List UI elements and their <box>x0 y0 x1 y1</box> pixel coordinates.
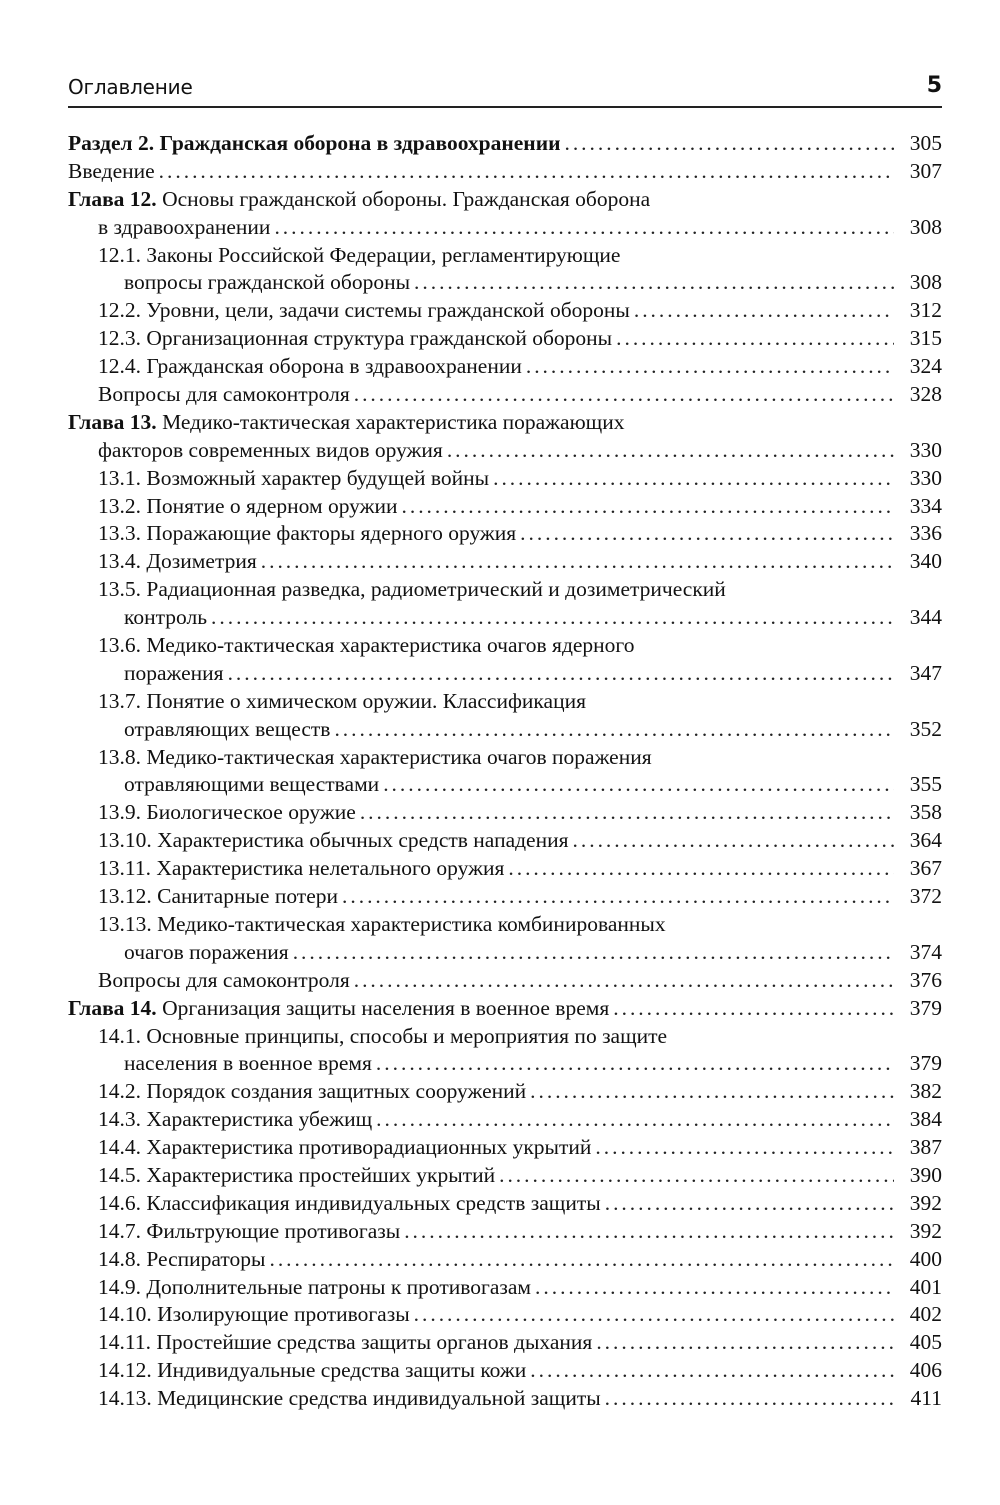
toc-entry <box>68 716 942 744</box>
toc-entry-title <box>98 548 261 576</box>
dot-leader <box>564 130 894 158</box>
dot-leader <box>414 1301 894 1329</box>
toc-entry-page-number: 364 <box>894 827 942 855</box>
toc-entry-page-number: 392 <box>894 1190 942 1218</box>
toc-entry-title <box>98 967 354 995</box>
toc-entry <box>68 967 942 995</box>
dot-leader <box>261 548 894 576</box>
toc-entry-page-number: 307 <box>894 158 942 186</box>
toc-entry-page-number: 390 <box>894 1162 942 1190</box>
toc-entry-text: факторов современных видов оружия <box>98 437 443 462</box>
toc-entry-text: 13.7. Понятие о химическом оружии. Классификация <box>98 688 586 713</box>
toc-entry-title <box>124 1050 376 1078</box>
toc-entry <box>68 1190 942 1218</box>
toc-entry-title <box>98 325 616 353</box>
toc-entry <box>68 1050 942 1078</box>
toc-entry <box>68 158 942 186</box>
toc-entry <box>68 799 942 827</box>
toc-entry-text: очагов поражения <box>124 939 289 964</box>
toc-entry <box>68 325 942 353</box>
toc-entry-title <box>98 827 573 855</box>
toc-entry <box>68 297 942 325</box>
toc-entry-text: 13.1. Возможный характер будущей войны <box>98 465 490 490</box>
toc-entry-text: Вопросы для самоконтроля <box>98 382 350 407</box>
toc-entry <box>68 1134 942 1162</box>
toc-entry-page-number: 330 <box>894 465 942 493</box>
toc-entry <box>68 1274 942 1302</box>
toc-entry-page-number: 392 <box>894 1218 942 1246</box>
toc-entry-text: 13.8. Медико-тактическая характеристика очагов поражения <box>98 744 652 769</box>
toc-entry-text: 14.6. Классификация индивидуальных средств защиты <box>98 1190 601 1215</box>
dot-leader <box>447 437 894 465</box>
toc-entry-title <box>98 1301 414 1329</box>
toc-entry <box>68 1218 942 1246</box>
toc-entry-title <box>98 214 274 242</box>
toc-entry-page-number: 376 <box>894 967 942 995</box>
header-divider <box>68 106 942 108</box>
toc-entry-title <box>98 243 624 267</box>
dot-leader <box>520 520 894 548</box>
toc-entry <box>68 771 942 799</box>
toc-entry <box>68 381 942 409</box>
toc-entry-text: 13.12. Санитарные потери <box>98 884 339 909</box>
toc-entry-title <box>124 660 228 688</box>
dot-leader <box>402 493 895 521</box>
toc-entry <box>68 688 942 716</box>
toc-entry-page-number: 358 <box>894 799 942 827</box>
toc-entry-title <box>124 269 414 297</box>
toc-entry-title <box>98 1162 499 1190</box>
dot-leader <box>499 1162 894 1190</box>
toc-entry-page-number: 315 <box>894 325 942 353</box>
toc-entry <box>68 939 942 967</box>
toc-entry-text: Введение <box>68 158 155 183</box>
toc-entry-title <box>98 883 342 911</box>
dot-leader <box>526 353 894 381</box>
toc-entry-text: 13.9. Биологическое оружие <box>98 800 356 825</box>
dot-leader <box>508 855 894 883</box>
toc-entry-text: 12.3. Организационная структура гражданской обороны <box>98 326 613 351</box>
toc-entry <box>68 242 942 270</box>
toc-entry-text: 13.3. Поражающие факторы ядерного оружия <box>98 521 517 546</box>
toc-entry-title <box>68 158 159 186</box>
toc-entry <box>68 660 942 688</box>
running-header-title: Оглавление <box>68 75 193 99</box>
dot-leader <box>360 799 894 827</box>
toc-entry-page-number: 367 <box>894 855 942 883</box>
toc-entry-text: 14.1. Основные принципы, способы и мероприятия по защите <box>98 1023 668 1048</box>
toc-entry-title <box>98 633 638 657</box>
toc-entry-page-number: 340 <box>894 548 942 576</box>
toc-entry-title <box>68 187 654 211</box>
toc-entry-page-number: 374 <box>894 939 942 967</box>
dot-leader <box>293 939 894 967</box>
toc-entry-title <box>98 1078 530 1106</box>
dot-leader <box>354 967 894 995</box>
toc-entry-page-number: 312 <box>894 297 942 325</box>
dot-leader <box>613 995 894 1023</box>
toc-entry-text: 14.12. Индивидуальные средства защиты кожи <box>98 1358 527 1383</box>
dot-leader <box>616 325 894 353</box>
toc-entry-title <box>68 410 628 434</box>
toc-entry-title <box>68 130 564 158</box>
toc-entry-title <box>98 689 590 713</box>
dot-leader <box>493 465 894 493</box>
toc-entry <box>68 1329 942 1357</box>
toc-entry-text: населения в военное время <box>124 1051 372 1076</box>
toc-entry-page-number: 379 <box>894 995 942 1023</box>
table-of-contents <box>68 130 942 1413</box>
toc-entry-page-number: 401 <box>894 1274 942 1302</box>
toc-entry-text: 14.4. Характеристика противорадиационных укрытий <box>98 1135 592 1160</box>
toc-entry <box>68 437 942 465</box>
toc-entry-title <box>98 799 360 827</box>
toc-entry <box>68 548 942 576</box>
toc-entry-title <box>68 995 613 1023</box>
toc-entry-page-number: 305 <box>894 130 942 158</box>
toc-entry-title <box>98 465 493 493</box>
toc-entry-text: 12.1. Законы Российской Федерации, регламентирующие <box>98 242 621 267</box>
toc-entry <box>68 493 942 521</box>
dot-leader <box>334 716 894 744</box>
toc-entry-title <box>98 745 656 769</box>
toc-entry <box>68 1106 942 1134</box>
toc-entry-text: 13.5. Радиационная разведка, радиометрический и дозиметрический <box>98 577 726 602</box>
toc-entry-text: 13.11. Характеристика нелетального оружия <box>98 856 505 881</box>
toc-entry-page-number: 411 <box>894 1385 942 1413</box>
dot-leader <box>228 660 894 688</box>
toc-entry <box>68 995 942 1023</box>
toc-entry-text: 14.2. Порядок создания защитных сооружений <box>98 1079 527 1104</box>
toc-entry-title <box>124 604 211 632</box>
toc-entry-title <box>98 855 508 883</box>
toc-entry-title <box>124 939 293 967</box>
toc-entry-page-number: 336 <box>894 520 942 548</box>
toc-entry-bold-label: Раздел 2. Гражданская оборона в здравоохранении <box>68 131 561 155</box>
toc-entry-page-number: 324 <box>894 353 942 381</box>
toc-entry <box>68 1078 942 1106</box>
toc-entry-title <box>98 1329 596 1357</box>
dot-leader <box>383 771 894 799</box>
dot-leader <box>595 1134 894 1162</box>
toc-entry-title <box>124 716 334 744</box>
toc-entry-text: вопросы гражданской обороны <box>124 270 411 295</box>
toc-entry-title <box>124 771 383 799</box>
dot-leader <box>605 1190 894 1218</box>
toc-entry <box>68 465 942 493</box>
toc-entry-text: контроль <box>124 605 208 630</box>
dot-leader <box>376 1050 894 1078</box>
toc-entry <box>68 632 942 660</box>
toc-entry-title <box>98 381 354 409</box>
toc-entry-page-number: 308 <box>894 214 942 242</box>
toc-entry <box>68 520 942 548</box>
toc-entry-text: 14.8. Респираторы <box>98 1246 266 1271</box>
toc-entry-title <box>98 1106 376 1134</box>
dot-leader <box>530 1357 894 1385</box>
toc-entry <box>68 1357 942 1385</box>
dot-leader <box>211 604 894 632</box>
dot-leader <box>634 297 894 325</box>
toc-entry-page-number: 406 <box>894 1357 942 1385</box>
toc-entry-page-number: 402 <box>894 1301 942 1329</box>
toc-entry-page-number: 308 <box>894 269 942 297</box>
toc-entry-page-number: 382 <box>894 1078 942 1106</box>
toc-entry-page-number: 352 <box>894 716 942 744</box>
page-number: 5 <box>926 73 942 98</box>
toc-entry-page-number: 328 <box>894 381 942 409</box>
toc-entry-text: 14.3. Характеристика убежищ <box>98 1107 373 1132</box>
toc-entry-title <box>98 1246 269 1274</box>
toc-entry-page-number: 347 <box>894 660 942 688</box>
toc-entry-text: 13.2. Понятие о ядерном оружии <box>98 493 398 518</box>
toc-entry-title <box>98 1218 404 1246</box>
toc-entry-title <box>98 520 520 548</box>
dot-leader <box>376 1106 894 1134</box>
toc-entry <box>68 130 942 158</box>
toc-entry-text: 14.10. Изолирующие противогазы <box>98 1302 410 1327</box>
toc-entry-bold-label: Глава 13. <box>68 409 157 434</box>
toc-entry <box>68 883 942 911</box>
toc-entry-text: Вопросы для самоконтроля <box>98 967 350 992</box>
toc-entry-text: 13.6. Медико-тактическая характеристика очагов ядерного <box>98 633 635 658</box>
toc-entry-text: 14.5. Характеристика простейших укрытий <box>98 1162 496 1187</box>
toc-entry-page-number: 355 <box>894 771 942 799</box>
toc-entry <box>68 1162 942 1190</box>
toc-entry-text: 12.4. Гражданская оборона в здравоохранении <box>98 354 522 379</box>
dot-leader <box>342 883 894 911</box>
running-header <box>68 75 942 109</box>
toc-entry-title <box>98 912 670 936</box>
toc-entry-title <box>98 1190 605 1218</box>
dot-leader <box>605 1385 894 1413</box>
toc-entry-text: отравляющих веществ <box>124 716 331 741</box>
toc-entry-page-number: 400 <box>894 1246 942 1274</box>
toc-entry-text: Основы гражданской обороны. Гражданская оборона <box>156 186 651 211</box>
dot-leader <box>159 158 894 186</box>
dot-leader <box>404 1218 894 1246</box>
toc-entry <box>68 214 942 242</box>
toc-entry-text: 14.9. Дополнительные патроны к противогазам <box>98 1274 532 1299</box>
toc-entry-text: 14.7. Фильтрующие противогазы <box>98 1218 401 1243</box>
toc-entry <box>68 911 942 939</box>
toc-entry-text: 14.11. Простейшие средства защиты органов дыхания <box>98 1330 593 1355</box>
dot-leader <box>596 1329 894 1357</box>
dot-leader <box>354 381 894 409</box>
toc-entry-page-number: 372 <box>894 883 942 911</box>
toc-entry-page-number: 379 <box>894 1050 942 1078</box>
toc-entry-title <box>98 1134 595 1162</box>
toc-entry <box>68 744 942 772</box>
toc-entry <box>68 1246 942 1274</box>
toc-entry-text: 13.4. Дозиметрия <box>98 549 257 574</box>
toc-entry-title <box>98 1274 535 1302</box>
toc-entry <box>68 186 942 214</box>
toc-entry <box>68 1301 942 1329</box>
toc-entry-title <box>98 1357 530 1385</box>
toc-entry <box>68 1385 942 1413</box>
dot-leader <box>535 1274 894 1302</box>
toc-entry-text: Медико-тактическая характеристика поражающих <box>156 409 625 434</box>
dot-leader <box>414 269 894 297</box>
dot-leader <box>530 1078 894 1106</box>
toc-entry-page-number: 405 <box>894 1329 942 1357</box>
toc-entry-title <box>98 353 526 381</box>
toc-entry-title <box>98 577 730 601</box>
dot-leader <box>274 214 894 242</box>
toc-entry-text: в здравоохранении <box>98 214 271 239</box>
toc-entry-text: 13.10. Характеристика обычных средств нападения <box>98 828 569 853</box>
toc-entry <box>68 604 942 632</box>
toc-entry <box>68 269 942 297</box>
toc-entry-title <box>98 1024 671 1048</box>
toc-entry <box>68 576 942 604</box>
toc-entry <box>68 855 942 883</box>
dot-leader <box>269 1246 894 1274</box>
toc-entry-page-number: 334 <box>894 493 942 521</box>
toc-entry-text: 14.13. Медицинские средства индивидуальной защиты <box>98 1386 601 1411</box>
toc-entry-page-number: 330 <box>894 437 942 465</box>
toc-entry-text: Организация защиты населения в военное время <box>156 995 610 1020</box>
toc-entry-title <box>98 1385 605 1413</box>
toc-entry <box>68 827 942 855</box>
toc-entry-text: 13.13. Медико-тактическая характеристика комбинированных <box>98 911 666 936</box>
toc-entry-text: 12.2. Уровни, цели, задачи системы гражданской обороны <box>98 298 630 323</box>
toc-entry-bold-label: Глава 14. <box>68 995 157 1020</box>
toc-entry-title <box>98 493 402 521</box>
toc-entry-page-number: 387 <box>894 1134 942 1162</box>
toc-entry-text: поражения <box>124 660 224 685</box>
toc-entry <box>68 1023 942 1051</box>
toc-entry-title <box>98 297 634 325</box>
toc-entry <box>68 353 942 381</box>
toc-entry-title <box>98 437 447 465</box>
dot-leader <box>573 827 894 855</box>
toc-entry-bold-label: Глава 12. <box>68 186 157 211</box>
toc-entry-page-number: 384 <box>894 1106 942 1134</box>
toc-entry-page-number: 344 <box>894 604 942 632</box>
toc-entry-text: отравляющими веществами <box>124 772 380 797</box>
toc-entry <box>68 409 942 437</box>
